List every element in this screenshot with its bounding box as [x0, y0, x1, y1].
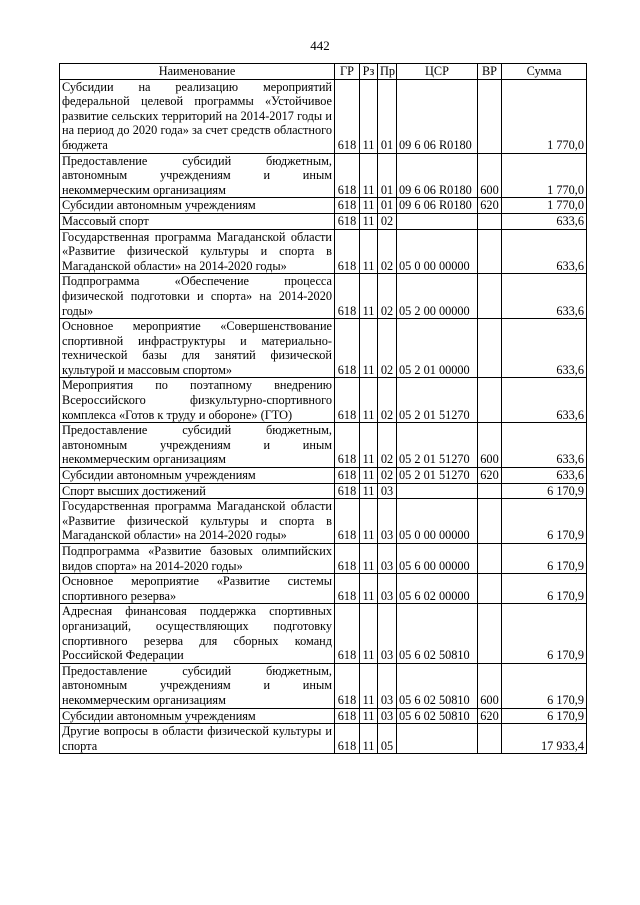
cell-csr: 05 6 02 00000 [397, 574, 478, 604]
cell-sum: 6 170,9 [502, 499, 587, 544]
cell-gr: 618 [335, 229, 360, 274]
cell-gr: 618 [335, 499, 360, 544]
cell-pr: 03 [378, 483, 397, 499]
cell-rz: 11 [360, 213, 378, 229]
page-number: 442 [310, 38, 330, 53]
cell-rz: 11 [360, 468, 378, 484]
cell-csr [397, 483, 478, 499]
table-row [60, 468, 587, 484]
cell-vr [478, 213, 502, 229]
cell-rz: 11 [360, 153, 378, 198]
cell-gr: 618 [335, 198, 360, 214]
cell-pr: 05 [378, 724, 397, 754]
cell-gr: 618 [335, 483, 360, 499]
cell-gr: 618 [335, 319, 360, 378]
cell-vr: 600 [478, 153, 502, 198]
cell-gr: 618 [335, 724, 360, 754]
cell-pr: 03 [378, 544, 397, 574]
cell-gr: 618 [335, 153, 360, 198]
cell-pr: 03 [378, 708, 397, 724]
cell-csr: 05 6 02 50810 [397, 663, 478, 708]
table-row [60, 229, 587, 274]
cell-vr [478, 604, 502, 663]
cell-csr: 05 2 01 51270 [397, 468, 478, 484]
cell-sum: 633,6 [502, 319, 587, 378]
cell-name: Спорт высших достижений [60, 483, 335, 499]
table-row [60, 724, 587, 754]
cell-sum: 1 770,0 [502, 79, 587, 153]
cell-pr: 03 [378, 499, 397, 544]
table-row [60, 544, 587, 574]
table-row [60, 483, 587, 499]
cell-vr: 620 [478, 198, 502, 214]
cell-vr [478, 274, 502, 319]
cell-csr: 05 2 01 51270 [397, 378, 478, 423]
table-row [60, 319, 587, 378]
cell-gr: 618 [335, 663, 360, 708]
cell-pr: 02 [378, 213, 397, 229]
cell-vr [478, 724, 502, 754]
table-row [60, 79, 587, 153]
cell-vr [478, 544, 502, 574]
cell-csr: 05 2 00 00000 [397, 274, 478, 319]
cell-name: Субсидии автономным учреждениям [60, 198, 335, 214]
cell-sum: 6 170,9 [502, 544, 587, 574]
cell-rz: 11 [360, 708, 378, 724]
cell-vr: 620 [478, 708, 502, 724]
cell-csr: 09 6 06 R0180 [397, 153, 478, 198]
cell-csr: 05 2 01 51270 [397, 423, 478, 468]
cell-pr: 01 [378, 198, 397, 214]
cell-rz: 11 [360, 483, 378, 499]
cell-sum: 6 170,9 [502, 574, 587, 604]
cell-name: Субсидии автономным учреждениям [60, 468, 335, 484]
cell-sum: 1 770,0 [502, 198, 587, 214]
cell-name: Субсидии на реализацию мероприятий федеральной целевой программы «Устойчивое развитие сельских территорий на 2014-2017 годы и на период до 2020 года» за счет средств областного бюджета [60, 79, 335, 153]
cell-name: Предоставление субсидий бюджетным, автономным учреждениям и иным некоммерческим организациям [60, 423, 335, 468]
cell-gr: 618 [335, 378, 360, 423]
cell-rz: 11 [360, 274, 378, 319]
cell-vr [478, 483, 502, 499]
cell-pr: 02 [378, 229, 397, 274]
cell-pr: 03 [378, 663, 397, 708]
cell-vr [478, 319, 502, 378]
cell-name: Государственная программа Магаданской области «Развитие физической культуры и спорта в Магаданской области» на 2014-2020 годы» [60, 499, 335, 544]
table-row [60, 423, 587, 468]
cell-vr [478, 574, 502, 604]
cell-csr: 05 0 00 00000 [397, 229, 478, 274]
cell-rz: 11 [360, 229, 378, 274]
cell-rz: 11 [360, 724, 378, 754]
table-body [60, 79, 587, 754]
cell-rz: 11 [360, 319, 378, 378]
cell-gr: 618 [335, 604, 360, 663]
cell-vr [478, 79, 502, 153]
cell-name: Основное мероприятие «Совершенствование спортивной инфраструктуры и материально-технической базы для занятий физической культурой и массовым спортом» [60, 319, 335, 378]
cell-rz: 11 [360, 574, 378, 604]
cell-vr [478, 499, 502, 544]
cell-csr: 05 2 01 00000 [397, 319, 478, 378]
cell-pr: 02 [378, 378, 397, 423]
cell-pr: 03 [378, 574, 397, 604]
cell-pr: 01 [378, 79, 397, 153]
cell-sum: 6 170,9 [502, 663, 587, 708]
cell-pr: 01 [378, 153, 397, 198]
cell-rz: 11 [360, 79, 378, 153]
cell-gr: 618 [335, 423, 360, 468]
cell-gr: 618 [335, 468, 360, 484]
header-vr: ВР [478, 64, 502, 80]
cell-vr: 600 [478, 423, 502, 468]
cell-vr [478, 378, 502, 423]
cell-rz: 11 [360, 378, 378, 423]
table-row [60, 574, 587, 604]
header-rz: Рз [360, 64, 378, 80]
cell-name: Подпрограмма «Развитие базовых олимпийских видов спорта» на 2014-2020 годы» [60, 544, 335, 574]
cell-name: Предоставление субсидий бюджетным, автономным учреждениям и иным некоммерческим организациям [60, 153, 335, 198]
cell-sum: 633,6 [502, 468, 587, 484]
cell-csr: 05 0 00 00000 [397, 499, 478, 544]
header-pr: Пр [378, 64, 397, 80]
cell-name: Субсидии автономным учреждениям [60, 708, 335, 724]
header-gr: ГР [335, 64, 360, 80]
cell-sum: 633,6 [502, 229, 587, 274]
cell-csr [397, 213, 478, 229]
header-csr: ЦСР [397, 64, 478, 80]
cell-sum: 633,6 [502, 274, 587, 319]
table-row [60, 274, 587, 319]
table-row [60, 378, 587, 423]
cell-gr: 618 [335, 274, 360, 319]
cell-sum: 17 933,4 [502, 724, 587, 754]
cell-name: Основное мероприятие «Развитие системы спортивного резерва» [60, 574, 335, 604]
cell-csr: 09 6 06 R0180 [397, 79, 478, 153]
table-row [60, 499, 587, 544]
cell-rz: 11 [360, 423, 378, 468]
cell-pr: 02 [378, 274, 397, 319]
cell-pr: 02 [378, 468, 397, 484]
cell-vr: 620 [478, 468, 502, 484]
cell-csr: 05 6 02 50810 [397, 604, 478, 663]
cell-sum: 1 770,0 [502, 153, 587, 198]
cell-pr: 03 [378, 604, 397, 663]
cell-csr [397, 724, 478, 754]
cell-sum: 633,6 [502, 423, 587, 468]
table-row [60, 213, 587, 229]
cell-sum: 6 170,9 [502, 483, 587, 499]
cell-name: Мероприятия по поэтапному внедрению Всероссийского физкультурно-спортивного комплекса «Готов к труду и обороне» (ГТО) [60, 378, 335, 423]
cell-name: Другие вопросы в области физической культуры и спорта [60, 724, 335, 754]
cell-gr: 618 [335, 708, 360, 724]
cell-rz: 11 [360, 604, 378, 663]
cell-csr: 05 6 02 50810 [397, 708, 478, 724]
cell-sum: 6 170,9 [502, 604, 587, 663]
cell-rz: 11 [360, 663, 378, 708]
header-sum: Сумма [502, 64, 587, 80]
cell-rz: 11 [360, 499, 378, 544]
table-row [60, 198, 587, 214]
cell-name: Массовый спорт [60, 213, 335, 229]
cell-name: Предоставление субсидий бюджетным, автономным учреждениям и иным некоммерческим организациям [60, 663, 335, 708]
cell-name: Подпрограмма «Обеспечение процесса физической подготовки и спорта» на 2014-2020 годы» [60, 274, 335, 319]
cell-csr: 05 6 00 00000 [397, 544, 478, 574]
cell-vr [478, 229, 502, 274]
cell-gr: 618 [335, 544, 360, 574]
budget-table [59, 63, 587, 754]
cell-csr: 09 6 06 R0180 [397, 198, 478, 214]
cell-gr: 618 [335, 213, 360, 229]
table-row [60, 663, 587, 708]
table-row [60, 604, 587, 663]
cell-pr: 02 [378, 319, 397, 378]
table-row [60, 708, 587, 724]
cell-vr: 600 [478, 663, 502, 708]
cell-rz: 11 [360, 544, 378, 574]
table-header-row [60, 64, 587, 80]
cell-sum: 633,6 [502, 213, 587, 229]
cell-pr: 02 [378, 423, 397, 468]
cell-gr: 618 [335, 79, 360, 153]
cell-gr: 618 [335, 574, 360, 604]
table-row [60, 153, 587, 198]
cell-rz: 11 [360, 198, 378, 214]
cell-name: Адресная финансовая поддержка спортивных организаций, осуществляющих подготовку спортивного резерва для сборных команд Российской Федерации [60, 604, 335, 663]
cell-sum: 633,6 [502, 378, 587, 423]
cell-name: Государственная программа Магаданской области «Развитие физической культуры и спорта в Магаданской области» на 2014-2020 годы» [60, 229, 335, 274]
header-name: Наименование [60, 64, 335, 80]
cell-sum: 6 170,9 [502, 708, 587, 724]
